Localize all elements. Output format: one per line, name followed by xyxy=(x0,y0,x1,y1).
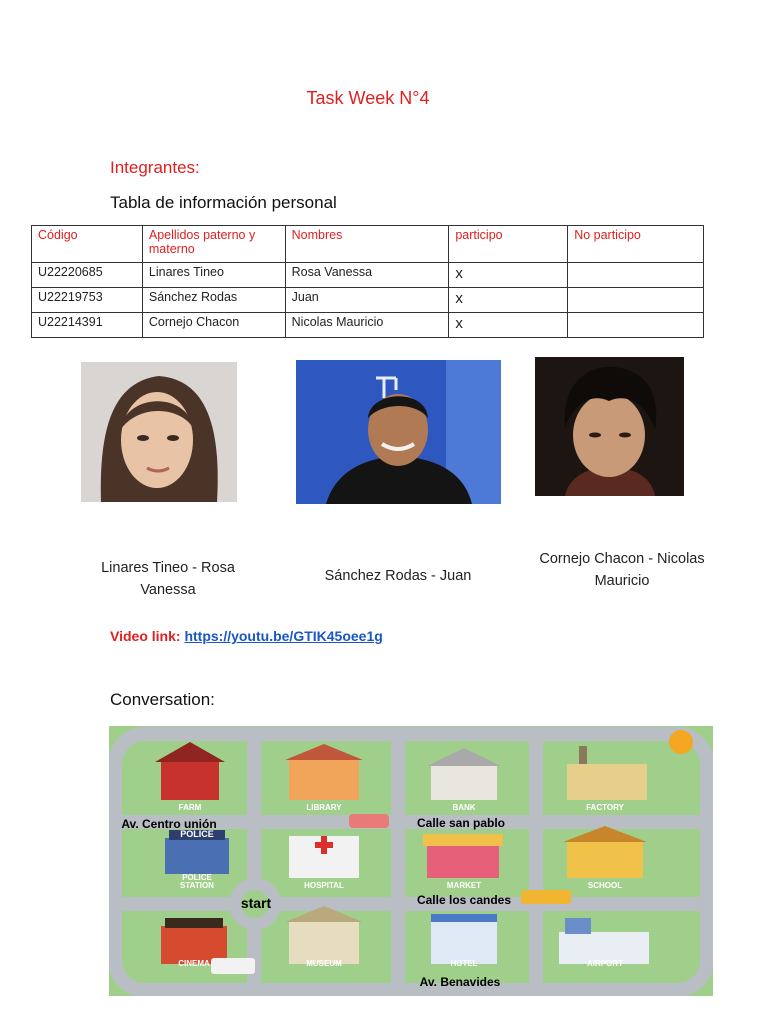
map-place-label: MARKET xyxy=(446,881,482,890)
map-label-av-centro: Av. Centro unión xyxy=(121,817,217,831)
cell-apellidos: Sánchez Rodas xyxy=(142,288,285,313)
map-place-label: SCHOOL xyxy=(587,881,623,890)
map-place-label: LIBRARY xyxy=(306,803,342,812)
map-place-label: AIRPORT xyxy=(587,959,623,968)
cell-codigo: U22220685 xyxy=(32,263,143,288)
page-title: Task Week N°4 xyxy=(306,88,430,108)
header-participo: participo xyxy=(449,226,568,263)
police-sign: POLICE xyxy=(180,829,214,839)
video-link-line xyxy=(110,628,383,644)
map-place-label: HOSPITAL xyxy=(304,881,344,890)
header-codigo: Código xyxy=(32,226,143,263)
header-apellidos: Apellidos paterno y materno xyxy=(142,226,285,263)
map-place-label: BANK xyxy=(452,803,476,812)
video-link[interactable]: https://youtu.be/GTIK45oee1g xyxy=(184,628,383,644)
cell-codigo: U22219753 xyxy=(32,288,143,313)
map-label-av-benavides: Av. Benavides xyxy=(419,975,501,989)
header-no-participo: No participo xyxy=(568,226,704,263)
cell-participo: x xyxy=(449,263,568,288)
photo-linares-tineo xyxy=(81,362,237,502)
photo-cornejo-chacon xyxy=(535,357,684,496)
photo-caption: Sánchez Rodas - Juan xyxy=(324,568,472,584)
map-label-calle-san-pablo: Calle san pablo xyxy=(416,816,506,830)
map-place-label: FACTORY xyxy=(586,803,624,812)
map-label-start: start xyxy=(240,895,272,911)
cell-participo: x xyxy=(449,288,568,313)
map-place-label: STATION xyxy=(180,881,214,890)
personal-info-table xyxy=(31,225,704,338)
map-place-label: MUSEUM xyxy=(306,959,342,968)
cell-nombres: Rosa Vanessa xyxy=(285,263,449,288)
map-place-label: CINEMA xyxy=(178,959,210,968)
map-place-label: HOTEL xyxy=(450,959,478,968)
table-row xyxy=(32,288,704,313)
cell-no-participo xyxy=(568,263,704,288)
photo-sanchez-rodas xyxy=(296,360,501,504)
table-header-row xyxy=(32,226,704,263)
cell-participo: x xyxy=(449,313,568,338)
cell-nombres: Juan xyxy=(285,288,449,313)
header-nombres: Nombres xyxy=(285,226,449,263)
photo-caption: Linares Tineo - Rosa Vanessa xyxy=(101,560,235,598)
conversation-heading: Conversation: xyxy=(110,690,215,709)
video-link-label: Video link: xyxy=(110,628,181,644)
table-heading: Tabla de información personal xyxy=(110,193,337,212)
table-row xyxy=(32,313,704,338)
table-row xyxy=(32,263,704,288)
cell-apellidos: Linares Tineo xyxy=(142,263,285,288)
cell-apellidos: Cornejo Chacon xyxy=(142,313,285,338)
map-place-label: POLICE xyxy=(182,873,212,882)
cell-no-participo xyxy=(568,313,704,338)
map-place-label: FARM xyxy=(178,803,202,812)
cell-nombres: Nicolas Mauricio xyxy=(285,313,449,338)
cell-no-participo xyxy=(568,288,704,313)
map-label-calle-los-candes: Calle los candes xyxy=(416,893,512,907)
photo-caption: Cornejo Chacon - Nicolas Mauricio xyxy=(539,551,705,589)
cell-codigo: U22214391 xyxy=(32,313,143,338)
integrantes-heading: Integrantes: xyxy=(110,158,200,177)
city-map xyxy=(109,726,713,996)
